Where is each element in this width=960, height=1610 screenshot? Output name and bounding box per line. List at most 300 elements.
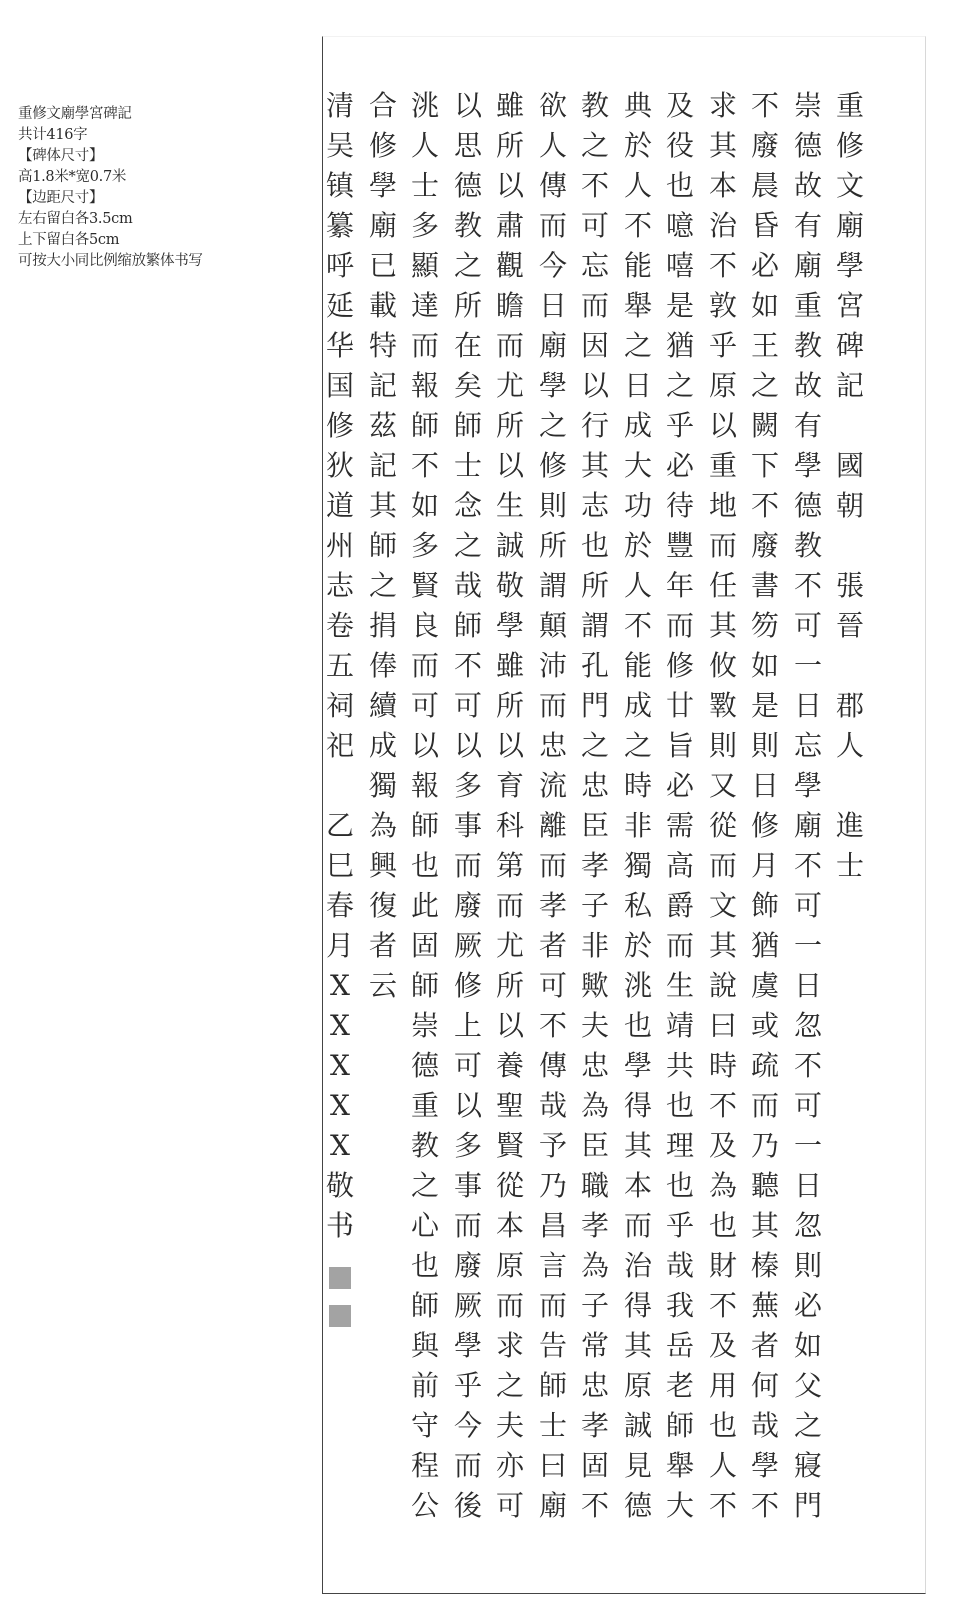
inscription-character: 廢 <box>750 529 779 562</box>
inscription-character: 华 <box>325 329 354 362</box>
inscription-character: 人 <box>835 729 864 762</box>
inscription-character: 文 <box>708 889 737 922</box>
inscription-character: 師 <box>453 609 482 642</box>
inscription-character: 師 <box>410 809 439 842</box>
inscription-character: 之 <box>368 569 397 602</box>
inscription-character: 以 <box>495 169 524 202</box>
inscription-character: 謂 <box>538 569 567 602</box>
inscription-character: 賢 <box>410 569 439 602</box>
inscription-character: 也 <box>665 1169 694 1202</box>
inscription-character: 蕪 <box>750 1289 779 1322</box>
inscription-character: 育 <box>495 769 524 802</box>
inscription-character: 厥 <box>453 929 482 962</box>
inscription-character: 學 <box>750 1449 779 1482</box>
inscription-character: 而 <box>495 329 524 362</box>
inscription-character: 俸 <box>368 649 397 682</box>
inscription-character: 之 <box>495 1369 524 1402</box>
inscription-character: 所 <box>495 689 524 722</box>
inscription-character: 不 <box>708 249 737 282</box>
inscription-character: 岳 <box>665 1329 694 1362</box>
inscription-character: 茲 <box>368 409 397 442</box>
inscription-character: 日 <box>538 289 567 322</box>
inscription-character: 原 <box>495 1249 524 1282</box>
inscription-character: 教 <box>580 89 609 122</box>
inscription-character: 洮 <box>623 969 652 1002</box>
inscription-character: 師 <box>410 969 439 1002</box>
inscription-character: 嘻 <box>665 249 694 282</box>
inscription-character: 報 <box>410 369 439 402</box>
inscription-character: 也 <box>708 1209 737 1242</box>
inscription-character: 雖 <box>495 649 524 682</box>
inscription-character: 豐 <box>665 529 694 562</box>
note-top-bottom-margins: 上下留白各5cm <box>18 232 120 248</box>
inscription-character: 為 <box>580 1249 609 1282</box>
inscription-character: 德 <box>623 1489 652 1522</box>
inscription-character: 者 <box>750 1329 779 1362</box>
inscription-character: 多 <box>410 209 439 242</box>
inscription-character: 而 <box>623 1209 652 1242</box>
inscription-character: 所 <box>538 529 567 562</box>
inscription-character: 因 <box>580 329 609 362</box>
inscription-character: 士 <box>538 1409 567 1442</box>
inscription-character: 亦 <box>495 1449 524 1482</box>
inscription-character: 清 <box>325 89 354 122</box>
inscription-character: 非 <box>623 809 652 842</box>
inscription-character: 廟 <box>538 1489 567 1522</box>
inscription-character: 於 <box>623 129 652 162</box>
inscription-character: 猶 <box>665 329 694 362</box>
inscription-character: 從 <box>708 809 737 842</box>
inscription-character: 日 <box>793 689 822 722</box>
stele-inscription-panel <box>322 36 926 1594</box>
inscription-character: 得 <box>623 1289 652 1322</box>
inscription-character: X <box>330 969 350 1002</box>
inscription-character: 人 <box>623 569 652 602</box>
inscription-character: 師 <box>665 1409 694 1442</box>
inscription-character: 獨 <box>623 849 652 882</box>
inscription-character: 其 <box>708 129 737 162</box>
inscription-character: 德 <box>410 1049 439 1082</box>
inscription-character: 而 <box>453 849 482 882</box>
inscription-character: 可 <box>580 209 609 242</box>
inscription-character: 如 <box>793 1329 822 1362</box>
inscription-character: 常 <box>580 1329 609 1362</box>
inscription-character: 學 <box>835 249 864 282</box>
inscription-character: 廿 <box>665 689 694 722</box>
inscription-character: 志 <box>325 569 354 602</box>
inscription-character: 守 <box>410 1409 439 1442</box>
inscription-character: 得 <box>623 1089 652 1122</box>
inscription-character: 德 <box>453 169 482 202</box>
inscription-character: 之 <box>580 729 609 762</box>
inscription-character: 師 <box>410 1289 439 1322</box>
inscription-character: 與 <box>410 1329 439 1362</box>
inscription-character: 崇 <box>793 89 822 122</box>
inscription-character: 乎 <box>708 329 737 362</box>
inscription-character: 復 <box>368 889 397 922</box>
inscription-character: 日 <box>750 769 779 802</box>
inscription-character: 飾 <box>750 889 779 922</box>
inscription-character: 聖 <box>495 1089 524 1122</box>
inscription-character: 也 <box>665 169 694 202</box>
inscription-character: 第 <box>495 849 524 882</box>
inscription-character: 今 <box>453 1409 482 1442</box>
inscription-character: 之 <box>623 729 652 762</box>
inscription-character: 所 <box>580 569 609 602</box>
inscription-character: 此 <box>410 889 439 922</box>
inscription-character: 今 <box>538 249 567 282</box>
inscription-character: 而 <box>665 929 694 962</box>
inscription-character: 記 <box>368 449 397 482</box>
inscription-character: 不 <box>623 209 652 242</box>
inscription-character: 以 <box>453 1089 482 1122</box>
inscription-character: 上 <box>453 1009 482 1042</box>
inscription-character: 可 <box>793 1089 822 1122</box>
inscription-character: 學 <box>453 1329 482 1362</box>
inscription-character: 其 <box>708 609 737 642</box>
inscription-character: 也 <box>410 849 439 882</box>
note-title: 重修文廟學宮碑記 <box>18 106 132 122</box>
inscription-character: 而 <box>708 849 737 882</box>
inscription-character: 能 <box>623 249 652 282</box>
note-stele-size-heading: 【碑体尺寸】 <box>18 148 104 164</box>
inscription-character: 用 <box>708 1369 737 1402</box>
inscription-character: 廟 <box>793 249 822 282</box>
inscription-character: 興 <box>368 849 397 882</box>
inscription-character: 不 <box>538 1009 567 1042</box>
inscription-character: 報 <box>410 769 439 802</box>
inscription-character: 求 <box>495 1329 524 1362</box>
inscription-character: 多 <box>410 529 439 562</box>
inscription-character: 不 <box>793 849 822 882</box>
inscription-character: 孔 <box>580 649 609 682</box>
inscription-character: 成 <box>368 729 397 762</box>
inscription-character: 則 <box>538 489 567 522</box>
inscription-character: 已 <box>368 249 397 282</box>
inscription-character: 記 <box>368 369 397 402</box>
inscription-character: 重 <box>793 289 822 322</box>
inscription-character: 及 <box>708 1129 737 1162</box>
inscription-character: 乎 <box>665 1209 694 1242</box>
inscription-character: 忠 <box>580 1369 609 1402</box>
inscription-character: 所 <box>495 129 524 162</box>
inscription-character: 笏 <box>750 609 779 642</box>
inscription-character: 修 <box>325 409 354 442</box>
inscription-character: 云 <box>368 969 397 1002</box>
inscription-character: 而 <box>708 529 737 562</box>
inscription-character: 之 <box>580 129 609 162</box>
inscription-character: 誠 <box>623 1409 652 1442</box>
inscription-character: 乃 <box>538 1169 567 1202</box>
inscription-character: 曰 <box>708 1009 737 1042</box>
inscription-character: 門 <box>793 1489 822 1522</box>
inscription-character: 父 <box>793 1369 822 1402</box>
inscription-character: 国 <box>325 369 354 402</box>
inscription-character: 是 <box>750 689 779 722</box>
inscription-character: 臣 <box>580 809 609 842</box>
inscription-character: 郡 <box>835 689 864 722</box>
note-margin-heading: 【边距尺寸】 <box>18 190 104 206</box>
inscription-character: 不 <box>580 169 609 202</box>
inscription-character: 不 <box>580 1489 609 1522</box>
inscription-character: 春 <box>325 889 354 922</box>
inscription-character: 旨 <box>665 729 694 762</box>
inscription-character: 言 <box>538 1249 567 1282</box>
inscription-character: 一 <box>793 649 822 682</box>
inscription-character: 廟 <box>793 809 822 842</box>
inscription-character: 所 <box>495 969 524 1002</box>
inscription-character: 養 <box>495 1049 524 1082</box>
inscription-character: 不 <box>623 609 652 642</box>
inscription-character: 聽 <box>750 1169 779 1202</box>
inscription-character: 為 <box>708 1169 737 1202</box>
inscription-character: 本 <box>623 1169 652 1202</box>
inscription-character: 廟 <box>835 209 864 242</box>
inscription-character: 孝 <box>580 1209 609 1242</box>
inscription-character: 其 <box>708 929 737 962</box>
inscription-character: 猶 <box>750 929 779 962</box>
inscription-character: 尤 <box>495 929 524 962</box>
inscription-character: 士 <box>835 849 864 882</box>
inscription-character: 書 <box>750 569 779 602</box>
inscription-character: 記 <box>835 369 864 402</box>
inscription-character: 攸 <box>708 649 737 682</box>
inscription-character: 故 <box>793 369 822 402</box>
inscription-character: 原 <box>708 369 737 402</box>
inscription-character: 思 <box>453 129 482 162</box>
inscription-character: 子 <box>580 1289 609 1322</box>
inscription-character: 治 <box>708 209 737 242</box>
inscription-character: 不 <box>793 569 822 602</box>
inscription-character: 人 <box>623 169 652 202</box>
inscription-character: 文 <box>835 169 864 202</box>
inscription-character: 之 <box>665 369 694 402</box>
inscription-character: 良 <box>410 609 439 642</box>
inscription-character: 卷 <box>325 609 354 642</box>
inscription-character: 可 <box>793 889 822 922</box>
inscription-character: 國 <box>835 449 864 482</box>
inscription-character: 而 <box>538 689 567 722</box>
inscription-character: 有 <box>793 209 822 242</box>
inscription-character: 不 <box>708 1089 737 1122</box>
inscription-character: 忠 <box>580 769 609 802</box>
inscription-character: 五 <box>325 649 354 682</box>
inscription-character: 而 <box>453 1209 482 1242</box>
inscription-character: 則 <box>708 729 737 762</box>
inscription-character: 不 <box>750 1489 779 1522</box>
inscription-character: 忘 <box>793 729 822 762</box>
note-stele-size: 高1.8米*宽0.7米 <box>18 169 127 185</box>
inscription-character: 士 <box>453 449 482 482</box>
inscription-character: 離 <box>538 809 567 842</box>
inscription-character: 延 <box>325 289 354 322</box>
inscription-character: 而 <box>538 1289 567 1322</box>
inscription-character: 所 <box>453 289 482 322</box>
inscription-character: 尤 <box>495 369 524 402</box>
inscription-character: 必 <box>750 249 779 282</box>
inscription-character: 多 <box>453 769 482 802</box>
inscription-character: 職 <box>580 1169 609 1202</box>
inscription-character: 祀 <box>325 729 354 762</box>
inscription-character: 一 <box>793 929 822 962</box>
inscription-character: 修 <box>835 129 864 162</box>
inscription-character: 求 <box>708 89 737 122</box>
seal-mark <box>329 1305 351 1327</box>
inscription-character: 肅 <box>495 209 524 242</box>
inscription-character: 舉 <box>665 1449 694 1482</box>
inscription-character: 之 <box>623 329 652 362</box>
inscription-character: 修 <box>368 129 397 162</box>
inscription-character: 時 <box>708 1049 737 1082</box>
inscription-character: 則 <box>750 729 779 762</box>
inscription-character: 也 <box>665 1089 694 1122</box>
inscription-character: 曰 <box>538 1449 567 1482</box>
inscription-character: 而 <box>410 649 439 682</box>
inscription-character: 雖 <box>495 89 524 122</box>
inscription-character: 哉 <box>750 1409 779 1442</box>
inscription-character: 修 <box>538 449 567 482</box>
inscription-character: 而 <box>750 1089 779 1122</box>
inscription-character: 本 <box>495 1209 524 1242</box>
inscription-character: X <box>330 1009 350 1042</box>
inscription-character: 疏 <box>750 1049 779 1082</box>
inscription-character: 非 <box>580 929 609 962</box>
inscription-character: 特 <box>368 329 397 362</box>
inscription-character: 人 <box>708 1449 737 1482</box>
inscription-character: 靖 <box>665 1009 694 1042</box>
inscription-character: 欲 <box>538 89 567 122</box>
inscription-character: 而 <box>580 289 609 322</box>
inscription-character: 顛 <box>538 609 567 642</box>
inscription-character: 如 <box>750 289 779 322</box>
inscription-character: 崇 <box>410 1009 439 1042</box>
inscription-character: 需 <box>665 809 694 842</box>
inscription-character: 而 <box>410 329 439 362</box>
inscription-character: 而 <box>665 609 694 642</box>
inscription-character: 之 <box>453 529 482 562</box>
inscription-character: 修 <box>665 649 694 682</box>
inscription-character: 不 <box>453 649 482 682</box>
inscription-character: 闕 <box>750 409 779 442</box>
inscription-character: 功 <box>623 489 652 522</box>
inscription-character: 瞻 <box>495 289 524 322</box>
inscription-character: 誠 <box>495 529 524 562</box>
inscription-character: 及 <box>665 89 694 122</box>
inscription-character: 成 <box>623 689 652 722</box>
inscription-character: 人 <box>410 129 439 162</box>
inscription-character: 修 <box>750 809 779 842</box>
inscription-character: 財 <box>708 1249 737 1282</box>
inscription-character: 故 <box>793 169 822 202</box>
inscription-character: 而 <box>453 1449 482 1482</box>
inscription-character: 前 <box>410 1369 439 1402</box>
inscription-character: 沛 <box>538 649 567 682</box>
inscription-character: 可 <box>495 1489 524 1522</box>
inscription-character: 巳 <box>325 849 354 882</box>
inscription-character: 必 <box>665 449 694 482</box>
inscription-character: 心 <box>410 1209 439 1242</box>
inscription-character: 忠 <box>538 729 567 762</box>
inscription-character: 爵 <box>665 889 694 922</box>
inscription-character: 成 <box>623 409 652 442</box>
inscription-character: X <box>330 1129 350 1162</box>
inscription-character: 共 <box>665 1049 694 1082</box>
inscription-character: 可 <box>453 689 482 722</box>
inscription-character: 月 <box>325 929 354 962</box>
inscription-character: 治 <box>623 1249 652 1282</box>
inscription-character: 忘 <box>580 249 609 282</box>
inscription-character: 呼 <box>325 249 354 282</box>
inscription-character: 日 <box>623 369 652 402</box>
inscription-character: 學 <box>538 369 567 402</box>
inscription-character: 為 <box>580 1089 609 1122</box>
inscription-character: 學 <box>368 169 397 202</box>
note-scaling: 可按大小同比例缩放繁体书写 <box>18 253 203 269</box>
inscription-character: 任 <box>708 569 737 602</box>
inscription-character: 事 <box>453 1169 482 1202</box>
inscription-character: 廢 <box>453 889 482 922</box>
inscription-character: 忽 <box>793 1209 822 1242</box>
inscription-character: 學 <box>793 449 822 482</box>
inscription-character: 不 <box>750 89 779 122</box>
inscription-character: 而 <box>495 1289 524 1322</box>
inscription-character: 舉 <box>623 289 652 322</box>
inscription-character: 或 <box>750 1009 779 1042</box>
inscription-character: 敬 <box>495 569 524 602</box>
inscription-character: 行 <box>580 409 609 442</box>
inscription-character: 以 <box>580 369 609 402</box>
inscription-character: 觀 <box>495 249 524 282</box>
inscription-character: 不 <box>708 1289 737 1322</box>
inscription-character: 謂 <box>580 609 609 642</box>
inscription-character: 孝 <box>580 849 609 882</box>
inscription-character: 廢 <box>453 1249 482 1282</box>
inscription-character: X <box>330 1049 350 1082</box>
inscription-character: 孝 <box>580 1409 609 1442</box>
inscription-character: 學 <box>793 769 822 802</box>
inscription-character: 又 <box>708 769 737 802</box>
inscription-character: 公 <box>410 1489 439 1522</box>
inscription-character: 之 <box>793 1409 822 1442</box>
inscription-character: 捐 <box>368 609 397 642</box>
inscription-character: 哉 <box>665 1249 694 1282</box>
inscription-character: 日 <box>793 1169 822 1202</box>
inscription-character: 乎 <box>665 409 694 442</box>
inscription-character: 生 <box>495 489 524 522</box>
inscription-character: 乎 <box>453 1369 482 1402</box>
inscription-character: 晨 <box>750 169 779 202</box>
inscription-character: 重 <box>708 449 737 482</box>
inscription-character: 其 <box>580 449 609 482</box>
inscription-character: 是 <box>665 289 694 322</box>
inscription-character: 子 <box>580 889 609 922</box>
inscription-character: 廟 <box>538 329 567 362</box>
inscription-character: 時 <box>623 769 652 802</box>
inscription-character: 矣 <box>453 369 482 402</box>
inscription-character: 顯 <box>410 249 439 282</box>
inscription-character: 而 <box>538 849 567 882</box>
inscription-character: 昌 <box>538 1209 567 1242</box>
inscription-character: 吴 <box>325 129 354 162</box>
inscription-character: 教 <box>793 329 822 362</box>
inscription-character: 昏 <box>750 209 779 242</box>
inscription-character: 者 <box>538 929 567 962</box>
inscription-character: 寢 <box>793 1449 822 1482</box>
inscription-character: 之 <box>410 1169 439 1202</box>
inscription-character: 告 <box>538 1329 567 1362</box>
inscription-character: 原 <box>623 1369 652 1402</box>
inscription-character: 而 <box>538 209 567 242</box>
